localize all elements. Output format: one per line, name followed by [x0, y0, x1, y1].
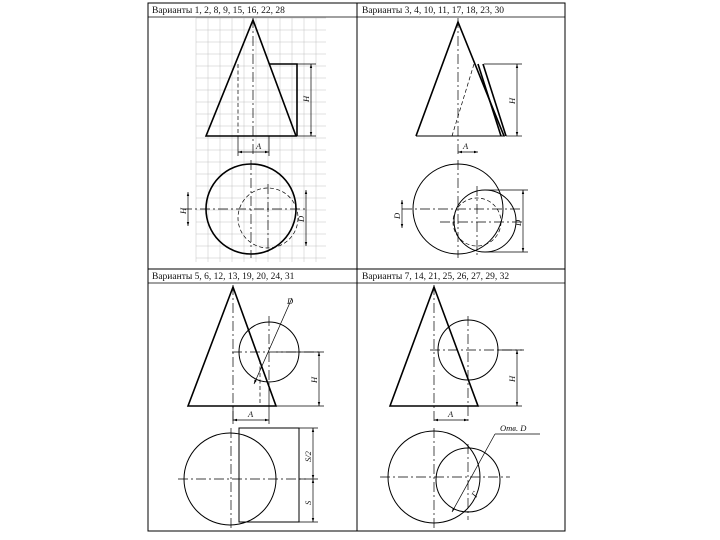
panel-3-d-leader — [254, 298, 292, 384]
panel-2-hidden-slot — [452, 64, 474, 136]
panel-4-g-label: Г — [469, 489, 481, 499]
panel-3-h-label: Н — [309, 376, 319, 383]
panel-3-d-label: D — [287, 296, 294, 306]
panel-1-left-label: Н — [178, 207, 188, 214]
panel-1-caption: Варианты 1, 2, 8, 9, 15, 16, 22, 28 — [152, 6, 285, 16]
panel-1-d-label: D — [296, 215, 306, 222]
panel-2-slot-line-2 — [483, 64, 506, 136]
panel-3-caption: Варианты 5, 6, 12, 13, 19, 20, 24, 31 — [152, 272, 295, 282]
panel-4-hole-label: Отв. D — [500, 423, 527, 433]
panel-3-a-label: А — [248, 409, 254, 419]
panel-3-prism-rect — [239, 428, 299, 522]
panel-3-s2-label: S/2 — [303, 451, 313, 462]
panel-4-a-label: А — [448, 409, 454, 419]
panel-4 — [380, 285, 540, 528]
panel-1-a-label: А — [256, 141, 262, 151]
panel-3-cone-outline — [188, 287, 276, 406]
panel-2-cone-outline — [416, 22, 504, 136]
panel-3 — [178, 285, 324, 530]
panel-2-a-label: А — [463, 141, 469, 151]
panel-1 — [178, 18, 326, 262]
panel-2-left-label: D — [392, 212, 402, 219]
panel-2-right-label: D — [513, 219, 523, 226]
panel-4-h-label: Н — [507, 375, 517, 382]
panel-3-s-label: S — [303, 500, 313, 505]
panel-2 — [392, 18, 528, 258]
panel-2-slot-line-1 — [478, 64, 501, 136]
panel-2-h-label: Н — [507, 97, 517, 104]
panel-4-caption: Варианты 7, 14, 21, 25, 26, 27, 29, 32 — [362, 272, 510, 282]
panel-2-caption: Варианты 3, 4, 10, 11, 17, 18, 23, 30 — [362, 6, 504, 16]
panel-1-h-label: Н — [301, 95, 311, 102]
panel-1-grid — [196, 18, 326, 262]
